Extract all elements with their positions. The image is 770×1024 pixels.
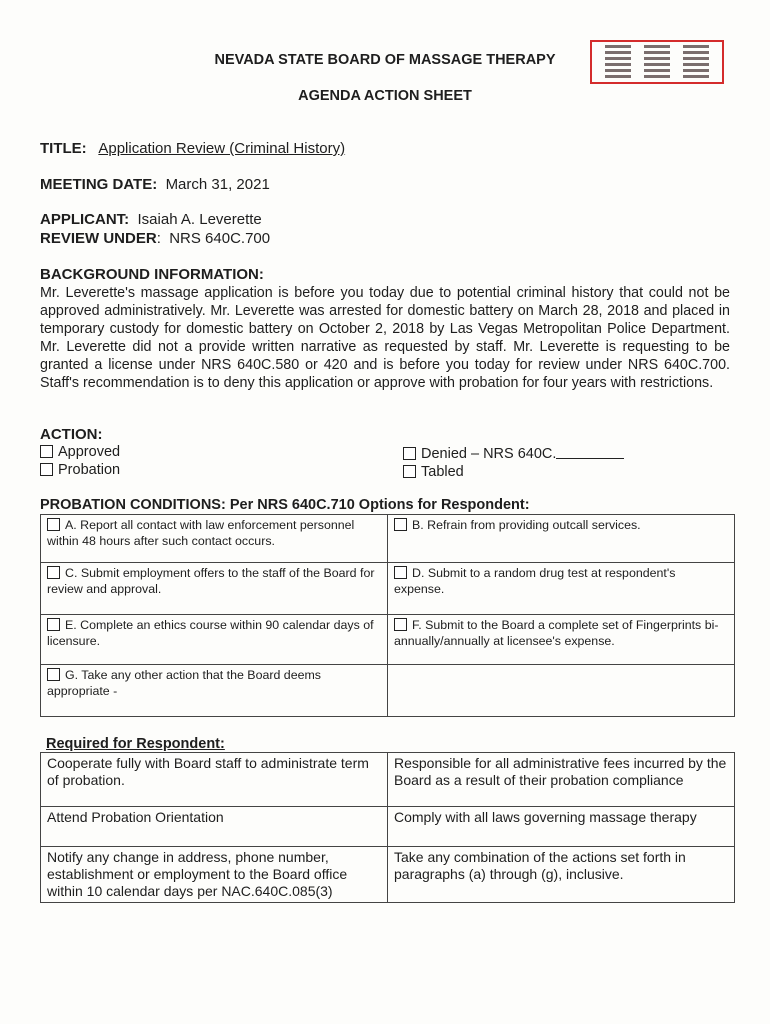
- action-denied[interactable]: Denied – NRS 640C.: [403, 446, 624, 462]
- background-heading: BACKGROUND INFORMATION:: [40, 266, 264, 283]
- probation-conditions-table: [40, 514, 735, 717]
- required-orientation: Attend Probation Orientation: [41, 807, 388, 847]
- required-cooperate: Cooperate fully with Board staff to administrate term of probation.: [41, 753, 388, 807]
- condition-e-checkbox[interactable]: [47, 618, 60, 631]
- action-tabled[interactable]: Tabled: [403, 464, 464, 480]
- condition-c[interactable]: C. Submit employment offers to the staff of the Board for review and approval.: [41, 563, 388, 615]
- condition-c-checkbox[interactable]: [47, 566, 60, 579]
- condition-a-checkbox[interactable]: [47, 518, 60, 531]
- required-heading: Required for Respondent:: [46, 736, 225, 752]
- condition-b[interactable]: B. Refrain from providing outcall services.: [388, 515, 735, 563]
- background-text: Mr. Leverette's massage application is before you today due to potential criminal history that could not be approved administratively. Mr. Leverette was arrested for domestic battery on March 28, 2018 and placed in temporary custody for domestic battery on October 2, 2018 by Las Vegas Metropolitan Police Department. Mr. Leverette did not a provide written narrative as requested by staff. Mr. Leverette is requesting to be granted a license under NRS 640C.580 or 420 and is before you today for review under NRS 640C.700. Staff's recommendation is to deny this application or approve with probation for four years with restrictions.: [40, 285, 730, 392]
- board-heading: NEVADA STATE BOARD OF MASSAGE THERAPY: [214, 52, 556, 68]
- applicant-value: Isaiah A. Leverette: [137, 211, 262, 228]
- meeting-date-value: March 31, 2021: [165, 176, 270, 193]
- required-fees: Responsible for all administrative fees incurred by the Board as a result of their probation compliance: [388, 753, 735, 807]
- review-under-value: NRS 640C.700: [169, 230, 271, 247]
- applicant-line: APPLICANT: Isaiah A. Leverette: [40, 211, 262, 228]
- required-table: [40, 752, 735, 903]
- meeting-date-line: MEETING DATE: March 31, 2021: [40, 176, 270, 193]
- required-combination: Take any combination of the actions set forth in paragraphs (a) through (g), inclusive.: [388, 847, 735, 903]
- review-under-line: REVIEW UNDER: NRS 640C.700: [40, 230, 271, 247]
- condition-f[interactable]: F. Submit to the Board a complete set of Fingerprints bi-annually/annually at licensee's expense.: [388, 615, 735, 665]
- condition-d-checkbox[interactable]: [394, 566, 407, 579]
- condition-a[interactable]: A. Report all contact with law enforcement personnel within 48 hours after such contact occurs.: [41, 515, 388, 563]
- action-probation[interactable]: Probation: [40, 462, 120, 478]
- condition-empty: [388, 665, 735, 717]
- condition-e[interactable]: E. Complete an ethics course within 90 calendar days of licensure.: [41, 615, 388, 665]
- title-line: TITLE: Application Review (Criminal History): [40, 140, 346, 157]
- condition-b-checkbox[interactable]: [394, 518, 407, 531]
- title-value: Application Review (Criminal History): [98, 140, 346, 157]
- condition-g[interactable]: G. Take any other action that the Board deems appropriate -: [41, 665, 388, 717]
- condition-d[interactable]: D. Submit to a random drug test at respondent's expense.: [388, 563, 735, 615]
- required-notify: Notify any change in address, phone number, establishment or employment to the Board office within 10 calendar days per NAC.640C.085(3): [41, 847, 388, 903]
- denied-checkbox[interactable]: [403, 447, 416, 460]
- tabled-checkbox[interactable]: [403, 465, 416, 478]
- required-comply: Comply with all laws governing massage therapy: [388, 807, 735, 847]
- probation-checkbox[interactable]: [40, 463, 53, 476]
- action-approved[interactable]: Approved: [40, 444, 120, 460]
- approved-checkbox[interactable]: [40, 445, 53, 458]
- condition-f-checkbox[interactable]: [394, 618, 407, 631]
- action-heading: ACTION:: [40, 426, 103, 443]
- sheet-heading: AGENDA ACTION SHEET: [298, 88, 472, 104]
- condition-g-checkbox[interactable]: [47, 668, 60, 681]
- denied-statute-blank[interactable]: [556, 446, 624, 459]
- probation-conditions-heading: PROBATION CONDITIONS: Per NRS 640C.710 Options for Respondent:: [40, 497, 530, 513]
